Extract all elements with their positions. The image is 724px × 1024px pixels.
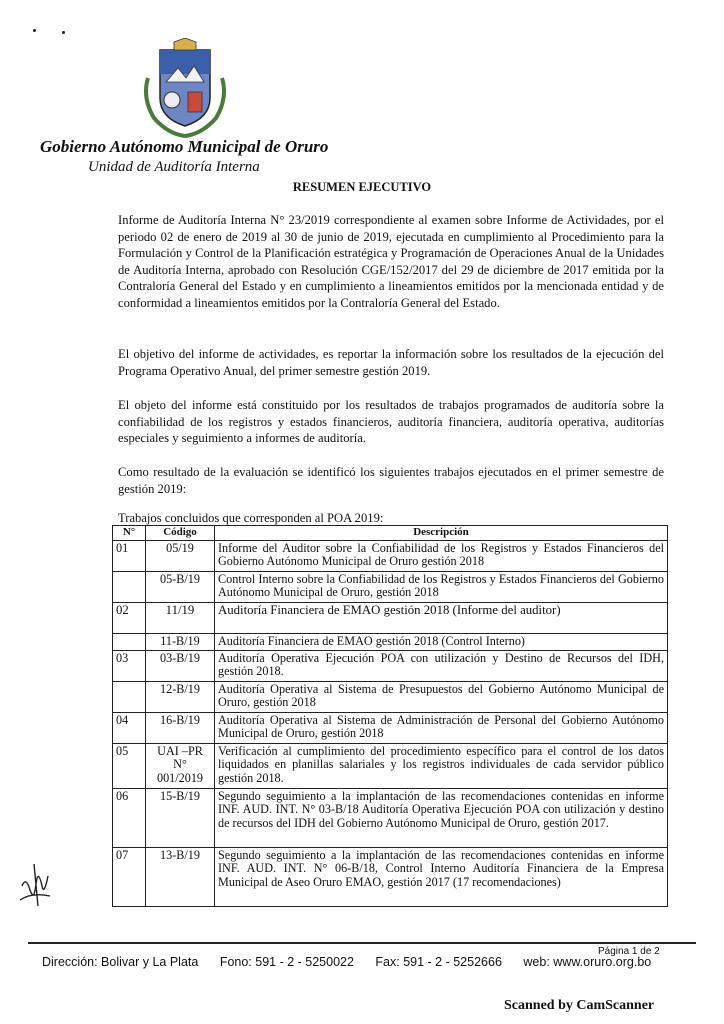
table-row bbox=[113, 788, 668, 847]
footer-web: web: www.oruro.org.bo bbox=[523, 955, 652, 969]
row-description: Auditoría Operativa al Sistema de Administración de Personal del Gobierno Autónomo Municipal de Oruro, gestión 2018 bbox=[215, 712, 668, 743]
row-code: 11-B/19 bbox=[146, 633, 215, 650]
footer-divider bbox=[28, 942, 696, 944]
table-row bbox=[113, 540, 668, 571]
row-description: Auditoría Operativa Ejecución POA con utilización y Destino de Recursos del IDH, gestión 2018. bbox=[215, 650, 668, 681]
table-header-row bbox=[113, 526, 668, 541]
row-code: 03-B/19 bbox=[146, 650, 215, 681]
unit-name: Unidad de Auditoría Interna bbox=[88, 159, 260, 175]
table-row bbox=[113, 847, 668, 906]
footer-fax: Fax: 591 - 2 - 5252666 bbox=[375, 955, 502, 969]
row-number bbox=[113, 571, 146, 602]
row-code: 16-B/19 bbox=[146, 712, 215, 743]
scan-speck bbox=[62, 31, 65, 34]
paragraph-intro: Informe de Auditoría Interna N° 23/2019 correspondiente al examen sobre Informe de Actividades, por el periodo 02 de enero de 2019 al 30 de junio de 2019, ejecutada en cumplimiento al Procedimiento para la Formulación y Control de la Planificación estratégica y Programación de Operaciones Anual de la Unidades de Auditoría Interna, aprobado con Resolución CGE/152/2017 del 29 de diciembre de 2017 emitida por la Contraloría General del Estado y en cumplimiento a lineamientos emitidos por la mencionada entidad y de conformidad a lineamientos emitidos por la Contraloría General del Estado. bbox=[118, 213, 664, 310]
footer-phone: Fono: 591 - 2 - 5250022 bbox=[219, 955, 354, 969]
row-description: Informe del Auditor sobre la Confiabilidad de los Registros y Estados Financieros del Gobierno Autónomo Municipal de Oruro gestión 2018 bbox=[215, 540, 668, 571]
paragraph-result: Como resultado de la evaluación se identificó los siguientes trabajos ejecutados en el primer semestre de gestión 2019: bbox=[118, 465, 664, 496]
works-table bbox=[112, 525, 668, 907]
table-row bbox=[113, 571, 668, 602]
table-caption: Trabajos concluidos que corresponden al POA 2019: bbox=[118, 511, 384, 525]
row-code: 11/19 bbox=[146, 602, 215, 633]
row-description: Auditoría Operativa al Sistema de Presupuestos del Gobierno Autónomo Municipal de Oruro, gestión 2018 bbox=[215, 681, 668, 712]
footer-address: Dirección: Bolivar y La Plata bbox=[42, 955, 199, 969]
paragraph-scope: El objeto del informe está constituido por los resultados de trabajos programados de auditoría sobre la confiabilidad de los registros y estados financieros, auditoría financiera, auditoría operativa, auditorías especiales y seguimiento a informes de auditoría. bbox=[118, 398, 664, 445]
footer-contact bbox=[42, 955, 669, 969]
page-number: Página 1 de 2 bbox=[598, 946, 660, 957]
table-row bbox=[113, 712, 668, 743]
row-number: 03 bbox=[113, 650, 146, 681]
row-code: 13-B/19 bbox=[146, 847, 215, 906]
table-row bbox=[113, 681, 668, 712]
table-row bbox=[113, 602, 668, 633]
table-row bbox=[113, 633, 668, 650]
row-code: 05-B/19 bbox=[146, 571, 215, 602]
row-code: UAI –PR N° 001/2019 bbox=[146, 743, 215, 788]
org-name: Gobierno Autónomo Municipal de Oruro bbox=[40, 137, 329, 156]
row-description: Auditoría Financiera de EMAO gestión 2018 (Control Interno) bbox=[215, 633, 668, 650]
row-number: 02 bbox=[113, 602, 146, 633]
row-description: Auditoría Financiera de EMAO gestión 2018 (Informe del auditor) bbox=[215, 602, 668, 633]
row-code: 05/19 bbox=[146, 540, 215, 571]
row-number bbox=[113, 633, 146, 650]
row-code: 15-B/19 bbox=[146, 788, 215, 847]
row-number: 07 bbox=[113, 847, 146, 906]
row-number: 06 bbox=[113, 788, 146, 847]
row-number: 01 bbox=[113, 540, 146, 571]
header-description: Descripción bbox=[215, 526, 668, 541]
row-description: Segundo seguimiento a la implantación de las recomendaciones contenidas en informe INF. AUD. INT. N° 06-B/18, Control Interno Auditoría Financiera de la Empresa Municipal de Aseo Oruro EMAO, gestión 2017 (17 recomendaciones) bbox=[215, 847, 668, 906]
row-code: 12-B/19 bbox=[146, 681, 215, 712]
row-number: 05 bbox=[113, 743, 146, 788]
row-description: Segundo seguimiento a la implantación de las recomendaciones contenidas en informe INF. AUD. INT. N° 03-B/18 Auditoría Operativa Ejecución POA con utilización y destino de recursos del IDH del Gobierno Autónomo Municipal de Oruro, gestión 2017. bbox=[215, 788, 668, 847]
row-number bbox=[113, 681, 146, 712]
row-description: Control Interno sobre la Confiabilidad de los Registros y Estados Financieros del Gobierno Autónomo Municipal de Oruro, gestión 2018 bbox=[215, 571, 668, 602]
paragraph-objective: El objetivo del informe de actividades, es reportar la información sobre los resultados de la ejecución del Programa Operativo Anual, del primer semestre gestión 2019. bbox=[118, 347, 664, 378]
document-title: RESUMEN EJECUTIVO bbox=[292, 180, 432, 194]
header-code: Código bbox=[146, 526, 215, 541]
signature-icon bbox=[16, 856, 56, 912]
table-row bbox=[113, 743, 668, 788]
header-number: N° bbox=[113, 526, 146, 541]
row-description: Verificación al cumplimiento del procedimiento específico para el control de los datos liquidados en planillas salariales y los registros individuales de cada servidor público gestión 2018. bbox=[215, 743, 668, 788]
scan-speck bbox=[33, 29, 36, 32]
municipal-crest-icon bbox=[140, 38, 230, 138]
table-row bbox=[113, 650, 668, 681]
row-number: 04 bbox=[113, 712, 146, 743]
scanner-watermark: Scanned by CamScanner bbox=[504, 998, 655, 1013]
